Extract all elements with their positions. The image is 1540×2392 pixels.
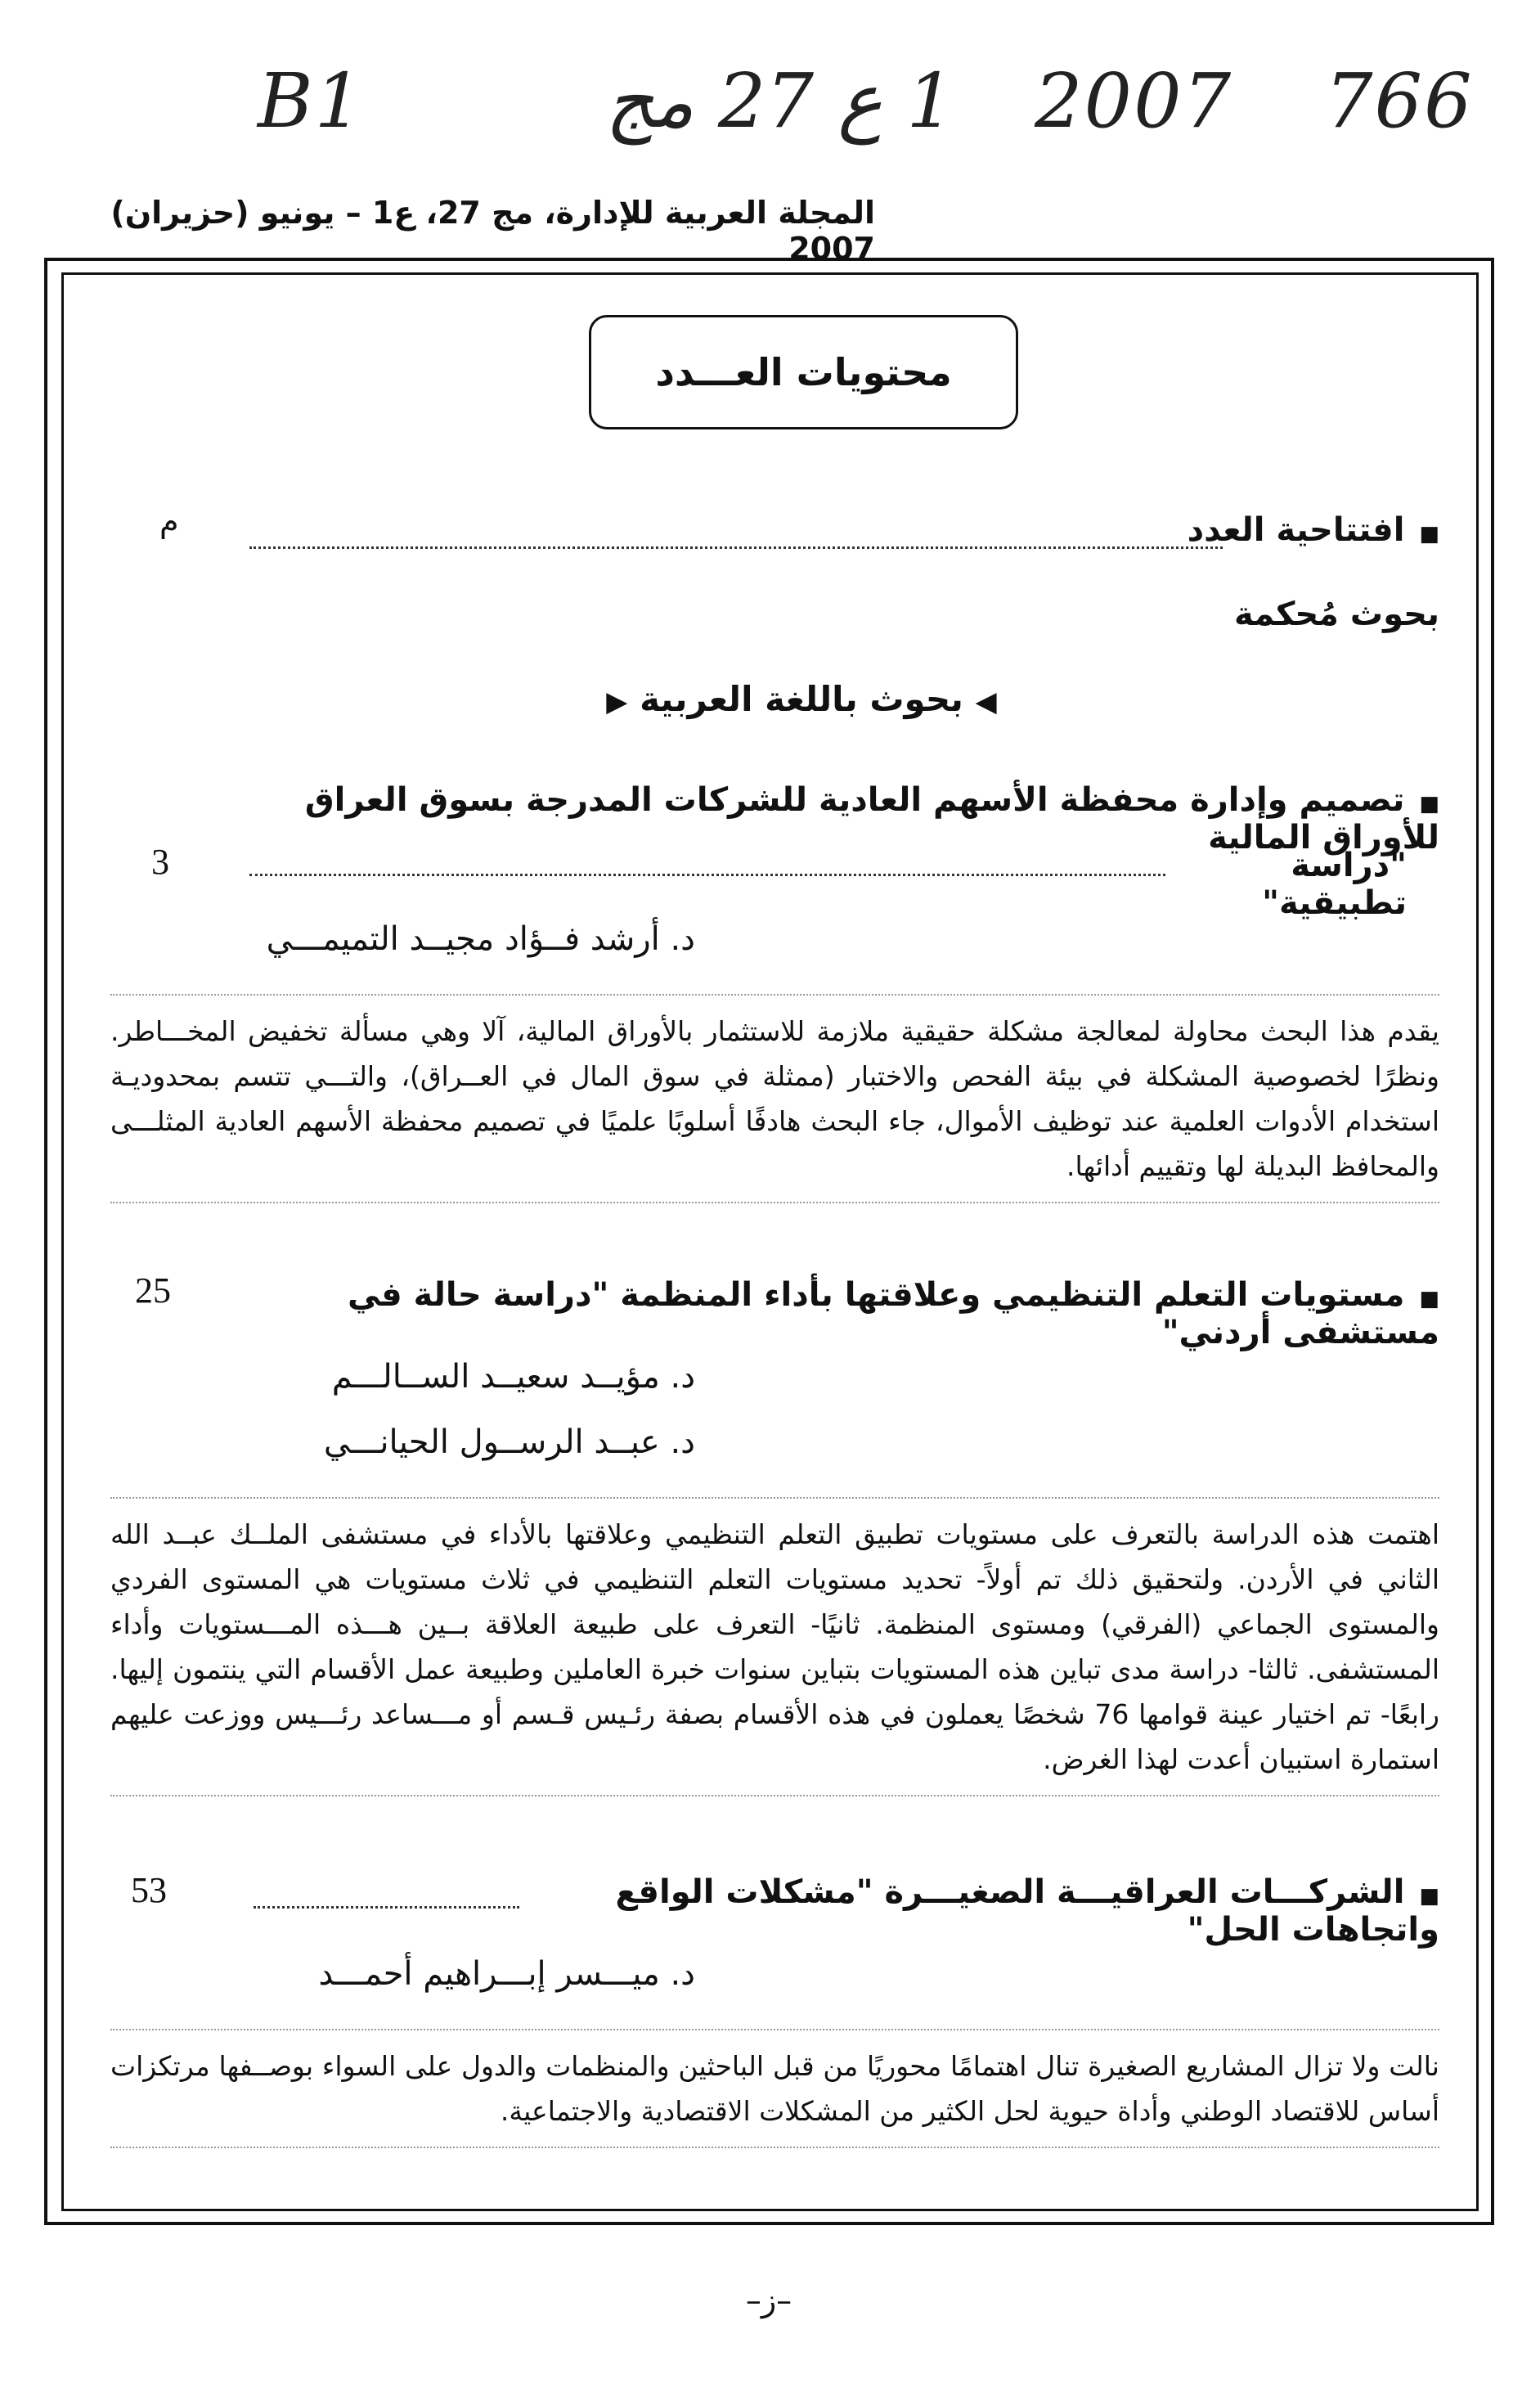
article-3-title[interactable] <box>515 1873 1439 1949</box>
square-bullet-icon: ■ <box>1419 522 1439 546</box>
square-bullet-icon: ■ <box>1419 1884 1439 1909</box>
triangle-left-icon: ◀ <box>975 686 997 718</box>
article-1-author-1: د. أرشد فــؤاد مجيــد التميمـــي <box>266 920 695 958</box>
contents-title: محتويات العـــدد <box>655 350 952 394</box>
handwritten-code: B1 <box>258 57 365 145</box>
section-heading-text: بحوث باللغة العربية <box>640 679 963 719</box>
section-heading <box>491 679 1112 719</box>
article-1-title-line1: تصميم وإدارة محفظة الأسهم العادية للشركات المدرجة بسوق العراق للأوراق المالية <box>304 781 1439 857</box>
article-1-page: 3 <box>151 842 169 882</box>
article-1-title-line2: "دراسة تطبيقية" <box>1262 847 1407 922</box>
running-header: المجلة العربية للإدارة، مج 27، ع1 – يونيو (حزيران) 2007 <box>110 195 875 267</box>
handwritten-number: 766 <box>1325 57 1474 145</box>
article-1-abstract: يقدم هذا البحث محاولة لمعالجة مشكلة حقيقية ملازمة للاستثمار بالأوراق المالية، آلا وهي مسألة تخفيض المخـــاطر. ونظرًا لخصوصية المشكلة في بيئة الفحص والاختبار (ممثلة في سوق المال في العــراق)، والتـــي تتسم بمحدوديـة استخدام الأدوات العلمية عند توظيف الأموال، جاء البحث هادفًا أسلوبًا علميًا في تصميم محفظة الأسهم العادية المثلـــى والمحافظ البديلة لها وتقييم أدائها. <box>110 994 1439 1203</box>
article-1-title[interactable] <box>237 781 1439 857</box>
handwritten-issue: 1 ع 27 مج <box>605 57 954 145</box>
editorial-page: م <box>159 503 179 539</box>
editorial-label: افتتاحية العدد <box>1187 511 1405 549</box>
refereed-label: بحوث مُحكمة <box>1234 596 1439 633</box>
handwritten-year: 2007 <box>1035 57 1233 145</box>
contents-title-box <box>589 315 1018 429</box>
article-3-title-line1: الشركـــات العراقيـــة الصغيـــرة "مشكلات الواقع واتجاهات الحل" <box>615 1873 1439 1949</box>
leader-dots <box>249 874 1165 876</box>
article-2-abstract: اهتمت هذه الدراسة بالتعرف على مستويات تطبيق التعلم التنظيمي وعلاقتها بالأداء في مستشفى الملــك عبــد الله الثاني في الأردن. ولتحقيق ذلك تم أولاً- تحديد مستويات التعلم التنظيمي في ثلاث مستويات هي المستوى الفردي والمستوى الجماعي (الفرقي) ومستوى المنظمة. ثانيًا- التعرف على طبيعة العلاقة بــين هـــذه المـــستويات وأداء المستشفى. ثالثا- دراسة مدى تباين هذه المستويات بتباين سنوات خبرة العاملين وطبيعة عمل الأقسام التي ينتمون إليها. رابعًا- تم اختيار عينة قوامها 76 شخصًا يعملون في هذه الأقسام بصفة رئـيس قـسم أو مـــساعد رئـــيس ووزعت عليهم استمارة استبيان أعدت لهذا الغرض. <box>110 1497 1439 1796</box>
article-2-title[interactable] <box>245 1276 1439 1351</box>
footer-page-number: –ز– <box>745 2282 792 2318</box>
square-bullet-icon: ■ <box>1419 1287 1439 1311</box>
leader-dots <box>254 1906 519 1909</box>
square-bullet-icon: ■ <box>1419 792 1439 816</box>
triangle-right-icon: ▶ <box>606 686 628 718</box>
article-2-title-line1: مستويات التعلم التنظيمي وعلاقتها بأداء المنظمة "دراسة حالة في مستشفى أردني" <box>347 1276 1439 1351</box>
article-2-author-1: د. مؤيــد سعيــد الســالـــم <box>331 1358 695 1396</box>
article-3-page: 53 <box>131 1870 167 1910</box>
article-2-author-2: د. عبــد الرســول الحيانـــي <box>323 1423 695 1461</box>
article-3-abstract: نالت ولا تزال المشاريع الصغيرة تنال اهتمامًا محوريًا من قبل الباحثين والمنظمات والدول على السواء بوصــفها مرتكزات أساس للاقتصاد الوطني وأداة حيوية لحل الكثير من المشكلات الاقتصادية والاجتماعية. <box>110 2029 1439 2148</box>
editorial-entry[interactable] <box>1063 511 1439 549</box>
article-3-author-1: د. ميـــسر إبـــراهيم أحمـــد <box>318 1955 695 1993</box>
article-2-page: 25 <box>135 1270 171 1311</box>
leader-dots <box>249 546 1223 549</box>
